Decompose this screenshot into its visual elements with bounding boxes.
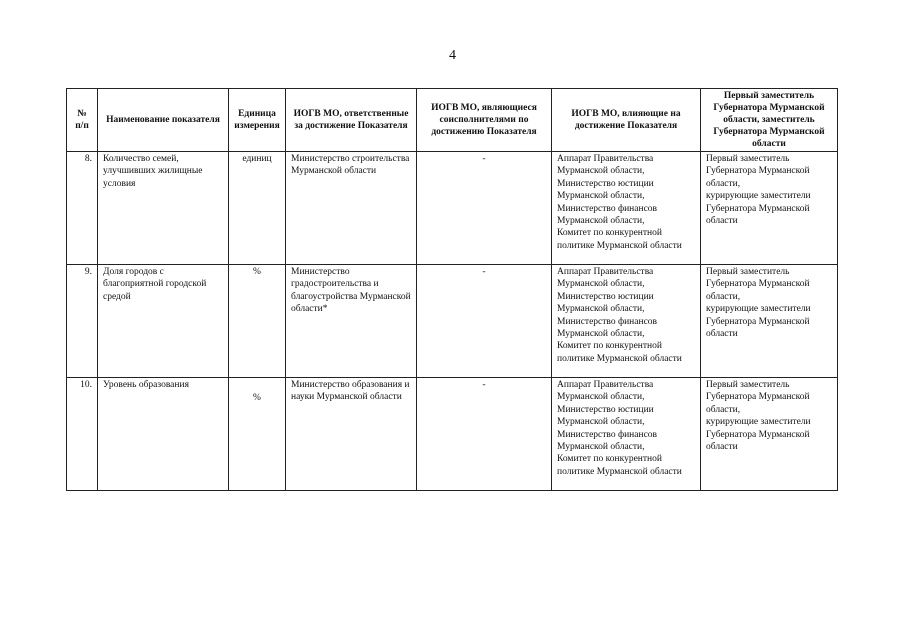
- indicator-name: Уровень образования: [98, 378, 229, 491]
- co-executors: -: [417, 152, 552, 265]
- co-executors: -: [417, 378, 552, 491]
- responsible-body: Министерство строительства Мурманской области: [286, 152, 417, 265]
- table-row: [67, 378, 838, 491]
- row-number: 9.: [67, 265, 98, 378]
- unit-of-measure: %: [229, 265, 286, 378]
- indicator-name: Количество семей, улучшивших жилищные условия: [98, 152, 229, 265]
- header-first-deputy: Первый заместитель Губернатора Мурманской области, заместитель Губернатора Мурманской области: [701, 89, 838, 152]
- header-co-executors: ИОГВ МО, являющиеся соисполнителями по достижению Показателя: [417, 89, 552, 152]
- table-header-row: [67, 89, 838, 152]
- co-executors: -: [417, 265, 552, 378]
- influencing-bodies: Аппарат Правительства Мурманской области, Министерство юстиции Мурманской области, Министерство финансов Мурманской области, Комитет по конкурентной политике Мурманской области: [552, 378, 701, 491]
- row-number: 10.: [67, 378, 98, 491]
- indicator-name: Доля городов с благоприятной городской средой: [98, 265, 229, 378]
- page-number: 4: [449, 48, 456, 63]
- first-deputy-cell: Первый заместитель Губернатора Мурманской области, курирующие заместители Губернатора Мурманской области: [701, 265, 838, 378]
- first-deputy-cell: Первый заместитель Губернатора Мурманской области, курирующие заместители Губернатора Мурманской области: [701, 378, 838, 491]
- header-responsible: ИОГВ МО, ответственные за достижение Показателя: [286, 89, 417, 152]
- header-num: № п/п: [67, 89, 98, 152]
- header-influencing: ИОГВ МО, влияющие на достижение Показателя: [552, 89, 701, 152]
- influencing-bodies: Аппарат Правительства Мурманской области, Министерство юстиции Мурманской области, Министерство финансов Мурманской области, Комитет по конкурентной политике Мурманской области: [552, 152, 701, 265]
- header-unit: Единица измерения: [229, 89, 286, 152]
- header-name: Наименование показателя: [98, 89, 229, 152]
- table-row: [67, 152, 838, 265]
- indicators-table: [66, 88, 838, 491]
- responsible-body: Министерство градостроительства и благоустройства Мурманской области*: [286, 265, 417, 378]
- unit-of-measure: единиц: [229, 152, 286, 265]
- first-deputy-cell: Первый заместитель Губернатора Мурманской области, курирующие заместители Губернатора Мурманской области: [701, 152, 838, 265]
- unit-of-measure: %: [229, 378, 286, 491]
- row-number: 8.: [67, 152, 98, 265]
- responsible-body: Министерство образования и науки Мурманской области: [286, 378, 417, 491]
- table-row: [67, 265, 838, 378]
- influencing-bodies: Аппарат Правительства Мурманской области, Министерство юстиции Мурманской области, Министерство финансов Мурманской области, Комитет по конкурентной политике Мурманской области: [552, 265, 701, 378]
